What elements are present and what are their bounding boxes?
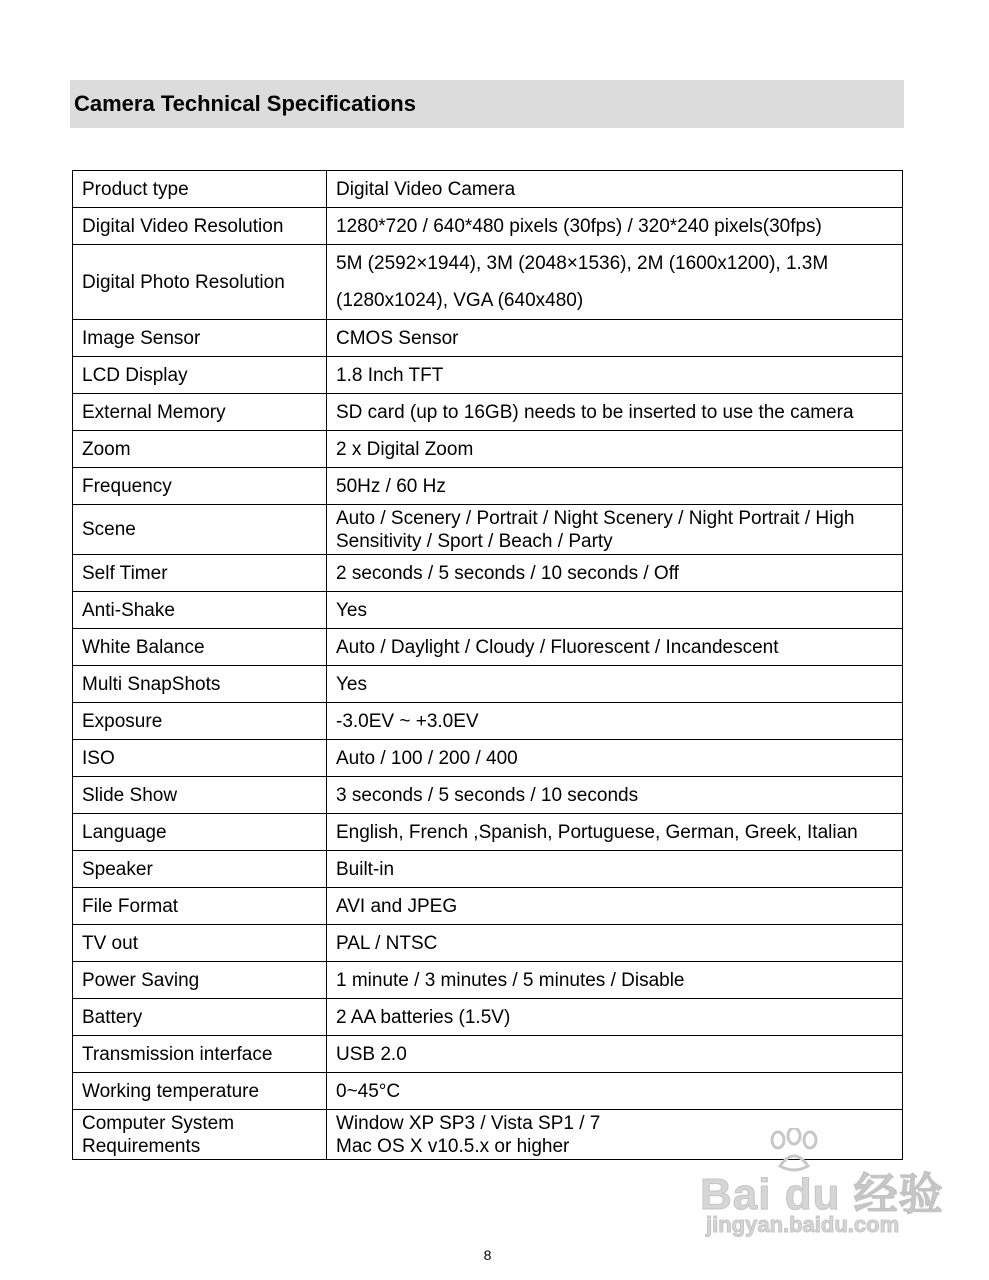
spec-label: Frequency <box>73 468 327 505</box>
value-line: 5M (2592×1944), 3M (2048×1536), 2M (1600x1200), 1.3M <box>336 253 829 274</box>
spec-label: File Format <box>73 888 327 925</box>
spec-label: Speaker <box>73 851 327 888</box>
spec-value: Auto / 100 / 200 / 400 <box>327 740 903 777</box>
table-row <box>73 888 903 925</box>
spec-value: SD card (up to 16GB) needs to be inserted to use the camera <box>327 394 903 431</box>
table-row <box>73 814 903 851</box>
spec-label: Digital Photo Resolution <box>73 245 327 320</box>
table-row <box>73 505 903 555</box>
table-row <box>73 1073 903 1110</box>
spec-value: Yes <box>327 592 903 629</box>
spec-value: 0~45°C <box>327 1073 903 1110</box>
spec-label <box>73 1110 327 1160</box>
table-row <box>73 468 903 505</box>
value-line: Sensitivity / Sport / Beach / Party <box>336 530 613 552</box>
spec-label: Product type <box>73 171 327 208</box>
spec-value: AVI and JPEG <box>327 888 903 925</box>
spec-value: Auto / Daylight / Cloudy / Fluorescent / Incandescent <box>327 629 903 666</box>
spec-value: 1 minute / 3 minutes / 5 minutes / Disable <box>327 962 903 999</box>
spec-label: Scene <box>73 505 327 555</box>
spec-value: Digital Video Camera <box>327 171 903 208</box>
label-line: Requirements <box>82 1135 201 1157</box>
table-row <box>73 999 903 1036</box>
spec-label: Transmission interface <box>73 1036 327 1073</box>
spec-value: English, French ,Spanish, Portuguese, German, Greek, Italian <box>327 814 903 851</box>
label-line: Computer System <box>82 1112 235 1134</box>
value-line: Window XP SP3 / Vista SP1 / 7 <box>336 1112 601 1134</box>
spec-value <box>327 505 903 555</box>
spec-label: Power Saving <box>73 962 327 999</box>
spec-label: ISO <box>73 740 327 777</box>
section-header <box>70 80 904 128</box>
watermark-brand: Bai du 经验 <box>700 1170 944 1219</box>
spec-value: 50Hz / 60 Hz <box>327 468 903 505</box>
table-row <box>73 245 903 320</box>
table-row <box>73 555 903 592</box>
table-row <box>73 1036 903 1073</box>
spec-table <box>72 170 903 1160</box>
table-row <box>73 851 903 888</box>
spec-value: Yes <box>327 666 903 703</box>
spec-label: Language <box>73 814 327 851</box>
value-line: (1280x1024), VGA (640x480) <box>336 290 584 311</box>
spec-label: Zoom <box>73 431 327 468</box>
table-row <box>73 703 903 740</box>
spec-value: Built-in <box>327 851 903 888</box>
table-row <box>73 740 903 777</box>
spec-value <box>327 245 903 320</box>
spec-value: USB 2.0 <box>327 1036 903 1073</box>
spec-label: Working temperature <box>73 1073 327 1110</box>
spec-label: Exposure <box>73 703 327 740</box>
table-row <box>73 394 903 431</box>
spec-label: Battery <box>73 999 327 1036</box>
table-row <box>73 320 903 357</box>
spec-value: 2 x Digital Zoom <box>327 431 903 468</box>
spec-value: 2 AA batteries (1.5V) <box>327 999 903 1036</box>
spec-value: PAL / NTSC <box>327 925 903 962</box>
value-line: Auto / Scenery / Portrait / Night Scenery / Night Portrait / High <box>336 507 855 529</box>
spec-value: 1280*720 / 640*480 pixels (30fps) / 320*240 pixels(30fps) <box>327 208 903 245</box>
table-row <box>73 777 903 814</box>
spec-label: LCD Display <box>73 357 327 394</box>
spec-label: Multi SnapShots <box>73 666 327 703</box>
table-row <box>73 592 903 629</box>
spec-label: External Memory <box>73 394 327 431</box>
spec-label: Slide Show <box>73 777 327 814</box>
table-row <box>73 629 903 666</box>
spec-value: 1.8 Inch TFT <box>327 357 903 394</box>
spec-label: Anti-Shake <box>73 592 327 629</box>
table-row <box>73 208 903 245</box>
spec-label: Self Timer <box>73 555 327 592</box>
baidu-watermark <box>700 1128 944 1248</box>
table-row <box>73 171 903 208</box>
page-title: Camera Technical Specifications <box>74 91 416 116</box>
table-row <box>73 925 903 962</box>
spec-label: White Balance <box>73 629 327 666</box>
spec-value: 3 seconds / 5 seconds / 10 seconds <box>327 777 903 814</box>
spec-label: Image Sensor <box>73 320 327 357</box>
table-row <box>73 431 903 468</box>
watermark-url: jingyan.baidu.com <box>706 1212 900 1237</box>
spec-label: Digital Video Resolution <box>73 208 327 245</box>
page-number: 8 <box>483 1247 492 1263</box>
table-row <box>73 666 903 703</box>
spec-label: TV out <box>73 925 327 962</box>
table-row <box>73 357 903 394</box>
spec-value: CMOS Sensor <box>327 320 903 357</box>
table-row <box>73 962 903 999</box>
value-line: Mac OS X v10.5.x or higher <box>336 1135 570 1157</box>
spec-value: 2 seconds / 5 seconds / 10 seconds / Off <box>327 555 903 592</box>
spec-value: -3.0EV ~ +3.0EV <box>327 703 903 740</box>
